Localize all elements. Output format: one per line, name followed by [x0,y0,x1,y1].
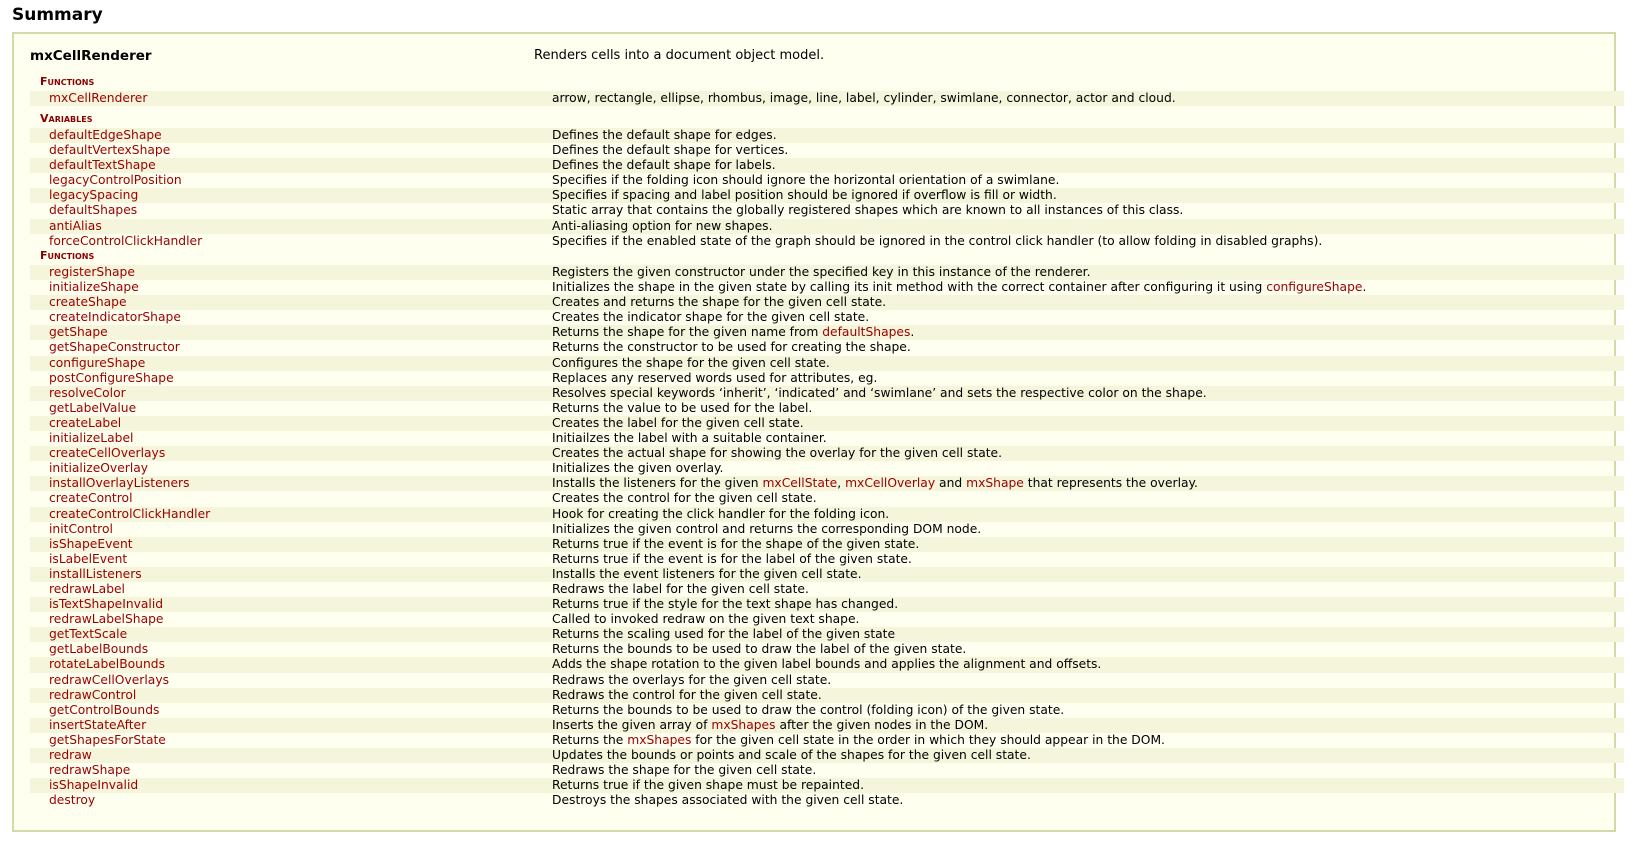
group-functions [30,245,1624,808]
member-link[interactable]: postConfigureShape [49,370,174,385]
class-entry [30,47,1610,65]
summary-row [30,91,1624,106]
summary-row [30,567,1624,582]
member-description: Initializes the given overlay. [552,461,724,476]
member-link[interactable]: createShape [49,295,127,310]
member-link[interactable]: createIndicatorShape [49,310,181,325]
member-link[interactable]: defaultEdgeShape [49,128,162,142]
summary-row [30,748,1624,763]
member-description [552,325,914,340]
member-description: Static array that contains the globally registered shapes which are known to all instances of this class. [552,203,1184,218]
page-title: Summary [12,5,103,25]
group-variables [30,108,1624,249]
member-description: Called to invoked redraw on the given text shape. [552,612,860,627]
member-link[interactable]: antiAlias [49,218,102,233]
summary-row [30,203,1624,218]
member-link[interactable]: destroy [49,793,96,808]
summary-row [30,657,1624,672]
member-link[interactable]: forceControlClickHandler [49,233,203,248]
summary-row [30,158,1624,173]
member-link[interactable]: redrawControl [49,687,137,702]
summary-row [30,188,1624,203]
member-link[interactable]: redraw [49,748,92,762]
summary-row [30,733,1624,748]
member-link[interactable]: defaultTextShape [49,158,156,173]
member-description: Resolves special keywords ‘inherit’, ‘indicated’ and ‘swimlane’ and sets the respective color on the shape. [552,385,1207,400]
member-link[interactable]: getTextScale [49,627,128,642]
description-text: Installs the listeners for the given [552,476,763,491]
member-description: Defines the default shape for vertices. [552,143,789,158]
member-description: Returns true if the style for the text shape has changed. [552,597,899,612]
member-description: Initiailzes the label with a suitable container. [552,431,827,446]
summary-row [30,582,1624,597]
group-header: Functions [40,249,95,262]
member-link[interactable]: getLabelValue [49,400,137,415]
summary-row [30,703,1624,718]
member-description: Creates and returns the shape for the given cell state. [552,295,887,310]
member-description: Redraws the overlays for the given cell state. [552,672,832,687]
group-functions-constructor [30,71,1624,106]
description-text: , [837,476,846,491]
summary-row [30,537,1624,552]
member-description: Anti-aliasing option for new shapes. [552,218,773,233]
summary-row [30,416,1624,431]
inline-link[interactable]: defaultShapes [822,325,911,340]
member-description: Returns true if the given shape must be repainted. [552,778,864,793]
member-description [552,280,1366,295]
member-link[interactable]: redrawCellOverlays [49,672,170,687]
summary-row [30,461,1624,476]
description-text: Returns the shape for the given name from [552,325,823,340]
summary-row [30,446,1624,461]
summary-box [12,32,1616,832]
description-text: that represents the overlay. [1023,476,1198,491]
member-link[interactable]: createControlClickHandler [49,506,211,521]
summary-row [30,793,1624,808]
member-description: Installs the event listeners for the given cell state. [552,566,862,581]
summary-row [30,673,1624,688]
summary-row [30,356,1624,371]
summary-row [30,688,1624,703]
summary-row [30,371,1624,386]
summary-row [30,265,1624,280]
member-description: Specifies if the folding icon should ignore the horizontal orientation of a swimlane. [552,173,1060,188]
member-link[interactable]: createLabel [49,415,122,430]
member-description: Creates the label for the given cell state. [552,415,804,430]
member-description: Returns the bounds to be used to draw the label of the given state. [552,642,967,657]
member-link[interactable]: resolveColor [49,385,126,400]
member-description: Returns the value to be used for the label. [552,400,813,415]
description-text: for the given cell state in the order in which they should appear in the DOM. [691,732,1165,747]
summary-row [30,340,1624,355]
summary-row [30,612,1624,627]
inline-link[interactable]: mxShape [966,476,1024,491]
member-link[interactable]: isLabelEvent [49,551,128,566]
member-link[interactable]: legacySpacing [49,188,139,203]
member-link[interactable]: initializeLabel [49,431,134,446]
member-link[interactable]: defaultVertexShape [49,143,171,158]
member-description: Creates the actual shape for showing the overlay for the given cell state. [552,446,1003,461]
member-link[interactable]: rotateLabelBounds [49,657,165,672]
member-description: Redraws the control for the given cell state. [552,687,822,702]
member-link[interactable]: initializeShape [49,280,139,295]
member-link[interactable]: getShape [49,325,108,340]
member-link[interactable]: registerShape [49,265,135,279]
member-link[interactable]: redrawLabel [49,581,125,596]
member-link[interactable]: isShapeInvalid [49,778,139,793]
summary-row [30,173,1624,188]
member-description: Creates the control for the given cell state. [552,491,817,506]
member-description: Adds the shape rotation to the given label bounds and applies the alignment and offsets. [552,657,1102,672]
member-link[interactable]: createCellOverlays [49,446,166,461]
member-link[interactable]: getShapesForState [49,732,166,747]
summary-row [30,597,1624,612]
summary-row [30,627,1624,642]
member-description: Returns the bounds to be used to draw the control (folding icon) of the given state. [552,702,1065,717]
member-link[interactable]: isTextShapeInvalid [49,597,164,612]
summary-row [30,778,1624,793]
summary-row [30,491,1624,506]
member-link[interactable]: legacyControlPosition [49,173,182,188]
member-description [552,476,1198,491]
member-link[interactable]: getLabelBounds [49,642,149,657]
summary-row [30,476,1624,491]
member-description: Hook for creating the click handler for the folding icon. [552,506,890,521]
description-text: . [910,325,915,340]
member-link[interactable]: getShapeConstructor [49,340,180,355]
member-description: Registers the given constructor under the specified key in this instance of the renderer. [552,265,1091,279]
description-text: Inserts the given array of [552,717,712,732]
member-description: Defines the default shape for edges. [552,128,777,142]
member-description: Configures the shape for the given cell state. [552,355,830,370]
summary-row [30,718,1624,733]
summary-row [30,642,1624,657]
inline-link[interactable]: mxShapes [711,717,776,732]
member-link[interactable]: insertStateAfter [49,717,147,732]
group-header: Functions [40,75,95,88]
summary-row [30,386,1624,401]
member-link[interactable]: configureShape [49,355,146,370]
member-link[interactable]: initControl [49,521,113,536]
summary-row [30,325,1624,340]
inline-link[interactable]: mxCellState [762,476,838,491]
summary-row [30,143,1624,158]
summary-row [30,763,1624,778]
member-description: Creates the indicator shape for the given cell state. [552,310,870,325]
member-description [552,733,1165,748]
member-description [552,718,988,733]
member-link[interactable]: initializeOverlay [49,461,149,476]
member-link[interactable]: installListeners [49,566,142,581]
description-text: after the given nodes in the DOM. [775,717,989,732]
member-description: Specifies if spacing and label position should be ignored if overflow is fill or width. [552,188,1057,203]
member-link[interactable]: installOverlayListeners [49,476,190,491]
description-text: . [1362,280,1367,295]
description-text: and [935,476,967,491]
member-description: Returns the constructor to be used for creating the shape. [552,340,911,355]
member-description: Returns true if the event is for the label of the given state. [552,551,912,566]
member-description: Destroys the shapes associated with the given cell state. [552,793,904,808]
class-name: mxCellRenderer [30,48,152,64]
member-description: Replaces any reserved words used for attributes, eg. [552,370,878,385]
summary-row [30,280,1624,295]
member-description: Specifies if the enabled state of the graph should be ignored in the control click handler (to allow folding in disabled graphs). [552,233,1323,248]
class-description: Renders cells into a document object model. [534,48,825,63]
summary-row [30,431,1624,446]
member-description: Returns the scaling used for the label of the given state [552,627,896,642]
inline-link[interactable]: configureShape [1266,280,1363,295]
member-description: Initializes the given control and returns the corresponding DOM node. [552,521,982,536]
member-description: Returns true if the event is for the shape of the given state. [552,536,920,551]
member-link[interactable]: getControlBounds [49,702,160,717]
description-text: Initializes the shape in the given state by calling its init method with the correct container after configuring it using [552,280,1267,295]
member-link[interactable]: isShapeEvent [49,536,133,551]
summary-row [30,507,1624,522]
summary-row [30,401,1624,416]
member-description: Redraws the label for the given cell state. [552,581,809,596]
summary-row [30,219,1624,234]
summary-row [30,295,1624,310]
member-link[interactable]: createControl [49,491,133,506]
summary-row [30,552,1624,567]
member-link[interactable]: redrawLabelShape [49,612,164,627]
summary-row [30,310,1624,325]
inline-link[interactable]: mxShapes [627,732,692,747]
member-description: Defines the default shape for labels. [552,158,776,173]
group-header: Variables [40,112,93,125]
member-description: Updates the bounds or points and scale of the shapes for the given cell state. [552,748,1031,762]
member-link[interactable]: defaultShapes [49,203,138,218]
description-text: Returns the [552,732,628,747]
member-link[interactable]: redrawShape [49,763,131,778]
member-description: arrow, rectangle, ellipse, rhombus, image, line, label, cylinder, swimlane, connector, actor and cloud. [552,91,1176,105]
summary-row [30,522,1624,537]
member-description: Redraws the shape for the given cell state. [552,763,817,778]
inline-link[interactable]: mxCellOverlay [845,476,936,491]
member-link[interactable]: mxCellRenderer [49,91,148,105]
summary-row [30,128,1624,143]
